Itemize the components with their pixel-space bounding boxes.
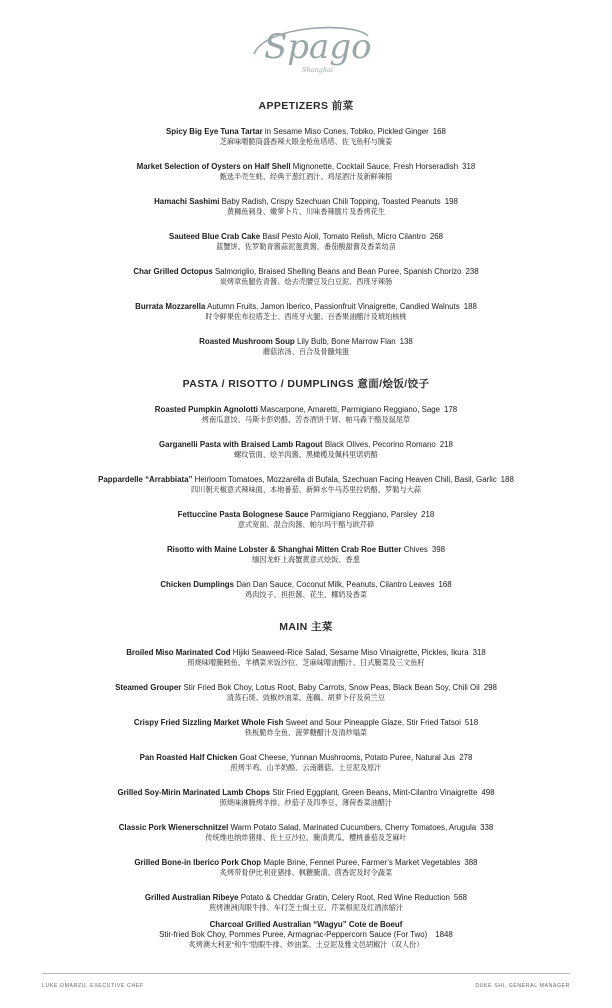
menu-item-english (0, 920, 612, 930)
menu-item (0, 302, 612, 322)
menu-item (0, 337, 612, 357)
menu-item-english (0, 718, 612, 728)
dish-description: Stir Fried Bok Choy, Lotus Root, Baby Carrots, Snow Peas, Black Bean Soy, Chili Oil (183, 683, 480, 692)
dish-description: Warm Potato Salad, Marinated Cucumbers, Cherry Tomatoes, Arugula (230, 823, 477, 832)
menu-item (0, 267, 612, 287)
dish-price: 198 (444, 197, 458, 206)
dish-chinese-description: 烤南瓜意饺、马斯卡彭奶酪、苦杏酒饼干屑、帕马森干酪及鼠尾草 (201, 415, 411, 424)
dish-chinese-description: 蓝蟹饼、佐罗勒青酱蒜泥蛋黄酱、番茄酸甜酱及香菜幼苗 (216, 242, 396, 251)
dish-name: Risotto with Maine Lobster & Shanghai Mitten Crab Roe Butter (166, 545, 402, 554)
dish-name: Market Selection of Oysters on Half Shell (136, 162, 291, 171)
dish-name: Char Grilled Octopus (133, 267, 213, 276)
menu-item-english (0, 232, 612, 242)
dish-description: Chives (403, 545, 428, 554)
menu-item-english (0, 580, 612, 590)
dish-name: Roasted Pumpkin Agnolotti (154, 405, 258, 414)
menu-item-english (0, 440, 612, 450)
dish-description: Salmoriglio, Braised Shelling Beans and Bean Puree, Spanish Chorizo (214, 267, 462, 276)
dish-name: Hamachi Sashimi (154, 197, 220, 206)
dish-name: Garganelli Pasta with Braised Lamb Ragout (159, 440, 323, 449)
dish-name: Pan Roasted Half Chicken (139, 753, 238, 762)
dish-description: in Sesame Miso Cones, Tobiko, Pickled Ginger (264, 127, 429, 136)
dish-description: Maple Brine, Fennel Puree, Farmer’s Market Vegetables (263, 858, 461, 867)
dish-name: Charcoal Grilled Australian “Wagyu” Cote de Boeuf (209, 920, 403, 929)
dish-price: 178 (444, 405, 458, 414)
dish-description: Hijiki Seaweed-Rice Salad, Sesame Miso Vinaigrette, Pickles, Ikura (232, 648, 469, 657)
menu-item-english (0, 545, 612, 555)
menu-item (0, 718, 612, 738)
dish-chinese-description: 煎烤半鸡、山羊奶酪、云南蘑菇、土豆泥及原汁 (230, 763, 382, 772)
dish-chinese-description: 照烧味淋腌烤羊排、炒茄子及四季豆、薄荷香菜油醋汁 (219, 798, 393, 807)
dish-description: Heirloom Tomatoes, Mozzarella di Bufala, Szechuan Facing Heaven Chili, Basil, Garlic (194, 475, 497, 484)
section-title: PASTA / RISOTTO / DUMPLINGS 意面/烩饭/饺子 (182, 378, 430, 390)
dish-price: 238 (465, 267, 479, 276)
menu-item (0, 162, 612, 182)
menu-item-english (0, 753, 612, 763)
menu-item-english (0, 127, 612, 137)
dish-name: Grilled Soy-Mirin Marinated Lamb Chops (117, 788, 271, 797)
dish-price: 168 (438, 580, 452, 589)
menu-item-english (0, 683, 612, 693)
menu-item (0, 197, 612, 217)
dish-chinese-description: 四川朝天椒意式辣味面、本地番茄、新鲜水牛马苏里拉奶酪、罗勒与大蒜 (190, 485, 421, 494)
dish-description: Stir-fried Bok Choy, Pommes Puree, Armagnac-Peppercorn Sauce (For Two) (159, 930, 428, 939)
dish-chinese-description: 清蒸石斑、豉椒炒油菜、莲藕、胡萝卜仔及荷兰豆 (226, 693, 386, 702)
dish-description: Black Olives, Pecorino Romano (324, 440, 436, 449)
dish-description: Mignonette, Cocktail Sauce, Fresh Horseradish (292, 162, 459, 171)
dish-chinese-description: 鸡肉饺子、担担酱、花生、椰奶及香菜 (244, 590, 368, 599)
dish-price: 398 (431, 545, 446, 554)
dish-description: Autumn Fruits, Jamon Iberico, Passionfruit Vinaigrette, Candied Walnuts (207, 302, 460, 311)
menu-item-english (0, 405, 612, 415)
dish-chinese-description: 煎烤澳洲肉眼牛排、车打芝士焗土豆、芹菜根泥及红酒浓缩汁 (208, 903, 404, 912)
dish-chinese-description: 时令鲜果佐布拉塔芝士、西班牙火腿、百香果油醋汁及琥珀核桃 (205, 312, 407, 321)
dish-price: 518 (464, 718, 479, 727)
dish-price: 318 (472, 648, 486, 657)
dish-price: 278 (459, 753, 473, 762)
dish-name: Pappardelle “Arrabbiata” (98, 475, 193, 484)
dish-name: Grilled Bone-in Iberico Pork Chop (134, 858, 262, 867)
dish-name: Crispy Fried Sizzling Market Whole Fish (133, 718, 284, 727)
dish-name: Chicken Dumplings (160, 580, 235, 589)
dish-description: Parmigiano Reggiano, Parsley (310, 510, 418, 519)
menu-item-english (0, 823, 612, 833)
dish-description: Basil Pesto Aioli, Tomato Relish, Micro Cilantro (262, 232, 426, 241)
menu-item-english (0, 302, 612, 312)
dish-price: 168 (432, 127, 446, 136)
dish-name: Roasted Mushroom Soup (199, 337, 295, 346)
dish-chinese-description: 炭烤章鱼腿佐青酱、烩去壳腰豆及白豆泥、西班牙辣肠 (219, 277, 393, 286)
dish-description: Lily Bulb, Bone Marrow Flan (296, 337, 396, 346)
executive-chef: LUKE OMARZU, EXECUTIVE CHEF (42, 983, 144, 989)
dish-chinese-description: 炙烤带骨伊比利亚猪排、枫糖腌渍、茴香泥及时令蔬菜 (219, 868, 393, 877)
menu-item-english (0, 475, 612, 485)
dish-description: Sweet and Sour Pineapple Glaze, Stir Fried Tatsoi (285, 718, 461, 727)
menu-item-english (0, 858, 612, 868)
menu-item (0, 232, 612, 252)
menu-item-english (0, 930, 612, 940)
dish-chinese-description: 芝麻味噌脆筒盛香辣大眼金枪鱼塔塔、佐飞鱼籽与腌姜 (219, 137, 393, 146)
dish-price: 138 (399, 337, 413, 346)
logo-location: Shanghai (302, 66, 334, 74)
logo-wordmark: Spago (264, 27, 372, 67)
menu-item (0, 510, 612, 530)
menu-item (0, 788, 612, 808)
menu-item (0, 893, 612, 913)
dish-price: 218 (439, 440, 453, 449)
dish-price: 188 (500, 475, 514, 484)
menu-item (0, 858, 612, 878)
menu-item-english (0, 648, 612, 658)
menu-item-english (0, 337, 612, 347)
dish-chinese-description: 照烧味噌腌鳕鱼、羊栖菜米饭沙拉、芝麻味噌油醋汁、日式腌菜及三文鱼籽 (187, 658, 425, 667)
dish-description: Dan Dan Sauce, Coconut Milk, Peanuts, Cilantro Leaves (236, 580, 435, 589)
footer (42, 973, 570, 989)
menu-item-english (0, 510, 612, 520)
dish-price: 218 (421, 510, 435, 519)
menu-item (0, 440, 612, 460)
dish-name: Burrata Mozzarella (135, 302, 206, 311)
section-title: APPETIZERS 前菜 (258, 100, 354, 112)
dish-name: Fettuccine Pasta Bolognese Sauce (177, 510, 309, 519)
dish-name: Steamed Grouper (115, 683, 182, 692)
spago-logo (0, 14, 612, 86)
dish-price: 388 (464, 858, 478, 867)
dish-name: Spicy Big Eye Tuna Tartar (166, 127, 263, 136)
menu-item (0, 823, 612, 843)
menu-item (0, 683, 612, 703)
dish-price: 268 (429, 232, 444, 241)
dish-chinese-description: 缅因龙虾上海蟹黄意式烩饭、香葱 (252, 555, 360, 564)
menu-item-english (0, 788, 612, 798)
menu-item (0, 580, 612, 600)
dish-description: Goat Cheese, Yunnan Mushrooms, Potato Puree, Natural Jus (239, 753, 456, 762)
menu-item (0, 753, 612, 773)
dish-description: Potato & Cheddar Gratin, Celery Root, Red Wine Reduction (240, 893, 450, 902)
dish-description: Baby Radish, Crispy Szechuan Chili Topping, Toasted Peanuts (221, 197, 441, 206)
dish-name: Classic Pork Wienerschnitzel (118, 823, 229, 832)
dish-description: Mascarpone, Amaretti, Parmigiano Reggiano, Sage (260, 405, 441, 414)
dish-chinese-description: 螺纹管面、烩羊肉酱、黑橄榄及佩科里诺奶酪 (234, 450, 378, 459)
section-title: MAIN 主菜 (279, 621, 333, 633)
menu-item (0, 405, 612, 425)
menu-item-special (0, 920, 612, 950)
dish-chinese-description: 传统维也纳炸猪排、佐土豆沙拉、腌渍黄瓜、樱桃番茄及芝麻叶 (205, 833, 407, 842)
dish-chinese-description: 黄狮鱼刺身、嫩萝卜片、川味香辣脆片及香烤花生 (226, 207, 386, 216)
dish-chinese-description: 意式宽面、混合肉酱、帕尔玛干酪与欧芹碎 (237, 520, 375, 529)
dish-price: 318 (462, 162, 476, 171)
dish-chinese-description: 蘑菇浓汤、百合及骨髓炖蛋 (262, 347, 350, 356)
menu-item-english (0, 197, 612, 207)
dish-chinese-description: 铁板脆炸全鱼、菠萝糖醋汁及清炒塌菜 (244, 728, 368, 737)
menu-item (0, 545, 612, 565)
dish-name: Grilled Australian Ribeye (144, 893, 239, 902)
menu-content (0, 98, 612, 965)
menu-item-english (0, 267, 612, 277)
menu-item (0, 648, 612, 668)
dish-price: 1848 (435, 930, 453, 939)
dish-name: Broiled Miso Marinated Cod (126, 648, 231, 657)
menu-item (0, 475, 612, 495)
dish-name: Sauteed Blue Crab Cake (168, 232, 261, 241)
dish-price: 498 (481, 788, 495, 797)
dish-chinese-description: 炙烤澳大利亚“和牛”肋眼牛排、炒油菜、土豆泥及雅文邑胡椒汁（双人份） (188, 940, 424, 949)
menu-item-english (0, 162, 612, 172)
dish-price: 338 (480, 823, 494, 832)
dish-description: Stir Fried Eggplant, Green Beans, Mint-Cilantro Vinaigrette (272, 788, 478, 797)
dish-chinese-description: 甄选半壳生蚝、经典干葱红酒汁、鸡尾酒汁及新鲜辣根 (219, 172, 393, 181)
dish-price: 188 (463, 302, 477, 311)
general-manager: DUKE SHI, GENERAL MANAGER (475, 983, 570, 989)
dish-price: 298 (483, 683, 497, 692)
dish-price: 568 (453, 893, 468, 902)
menu-item (0, 127, 612, 147)
spago-logo-mark (236, 14, 376, 82)
menu-item-english (0, 893, 612, 903)
